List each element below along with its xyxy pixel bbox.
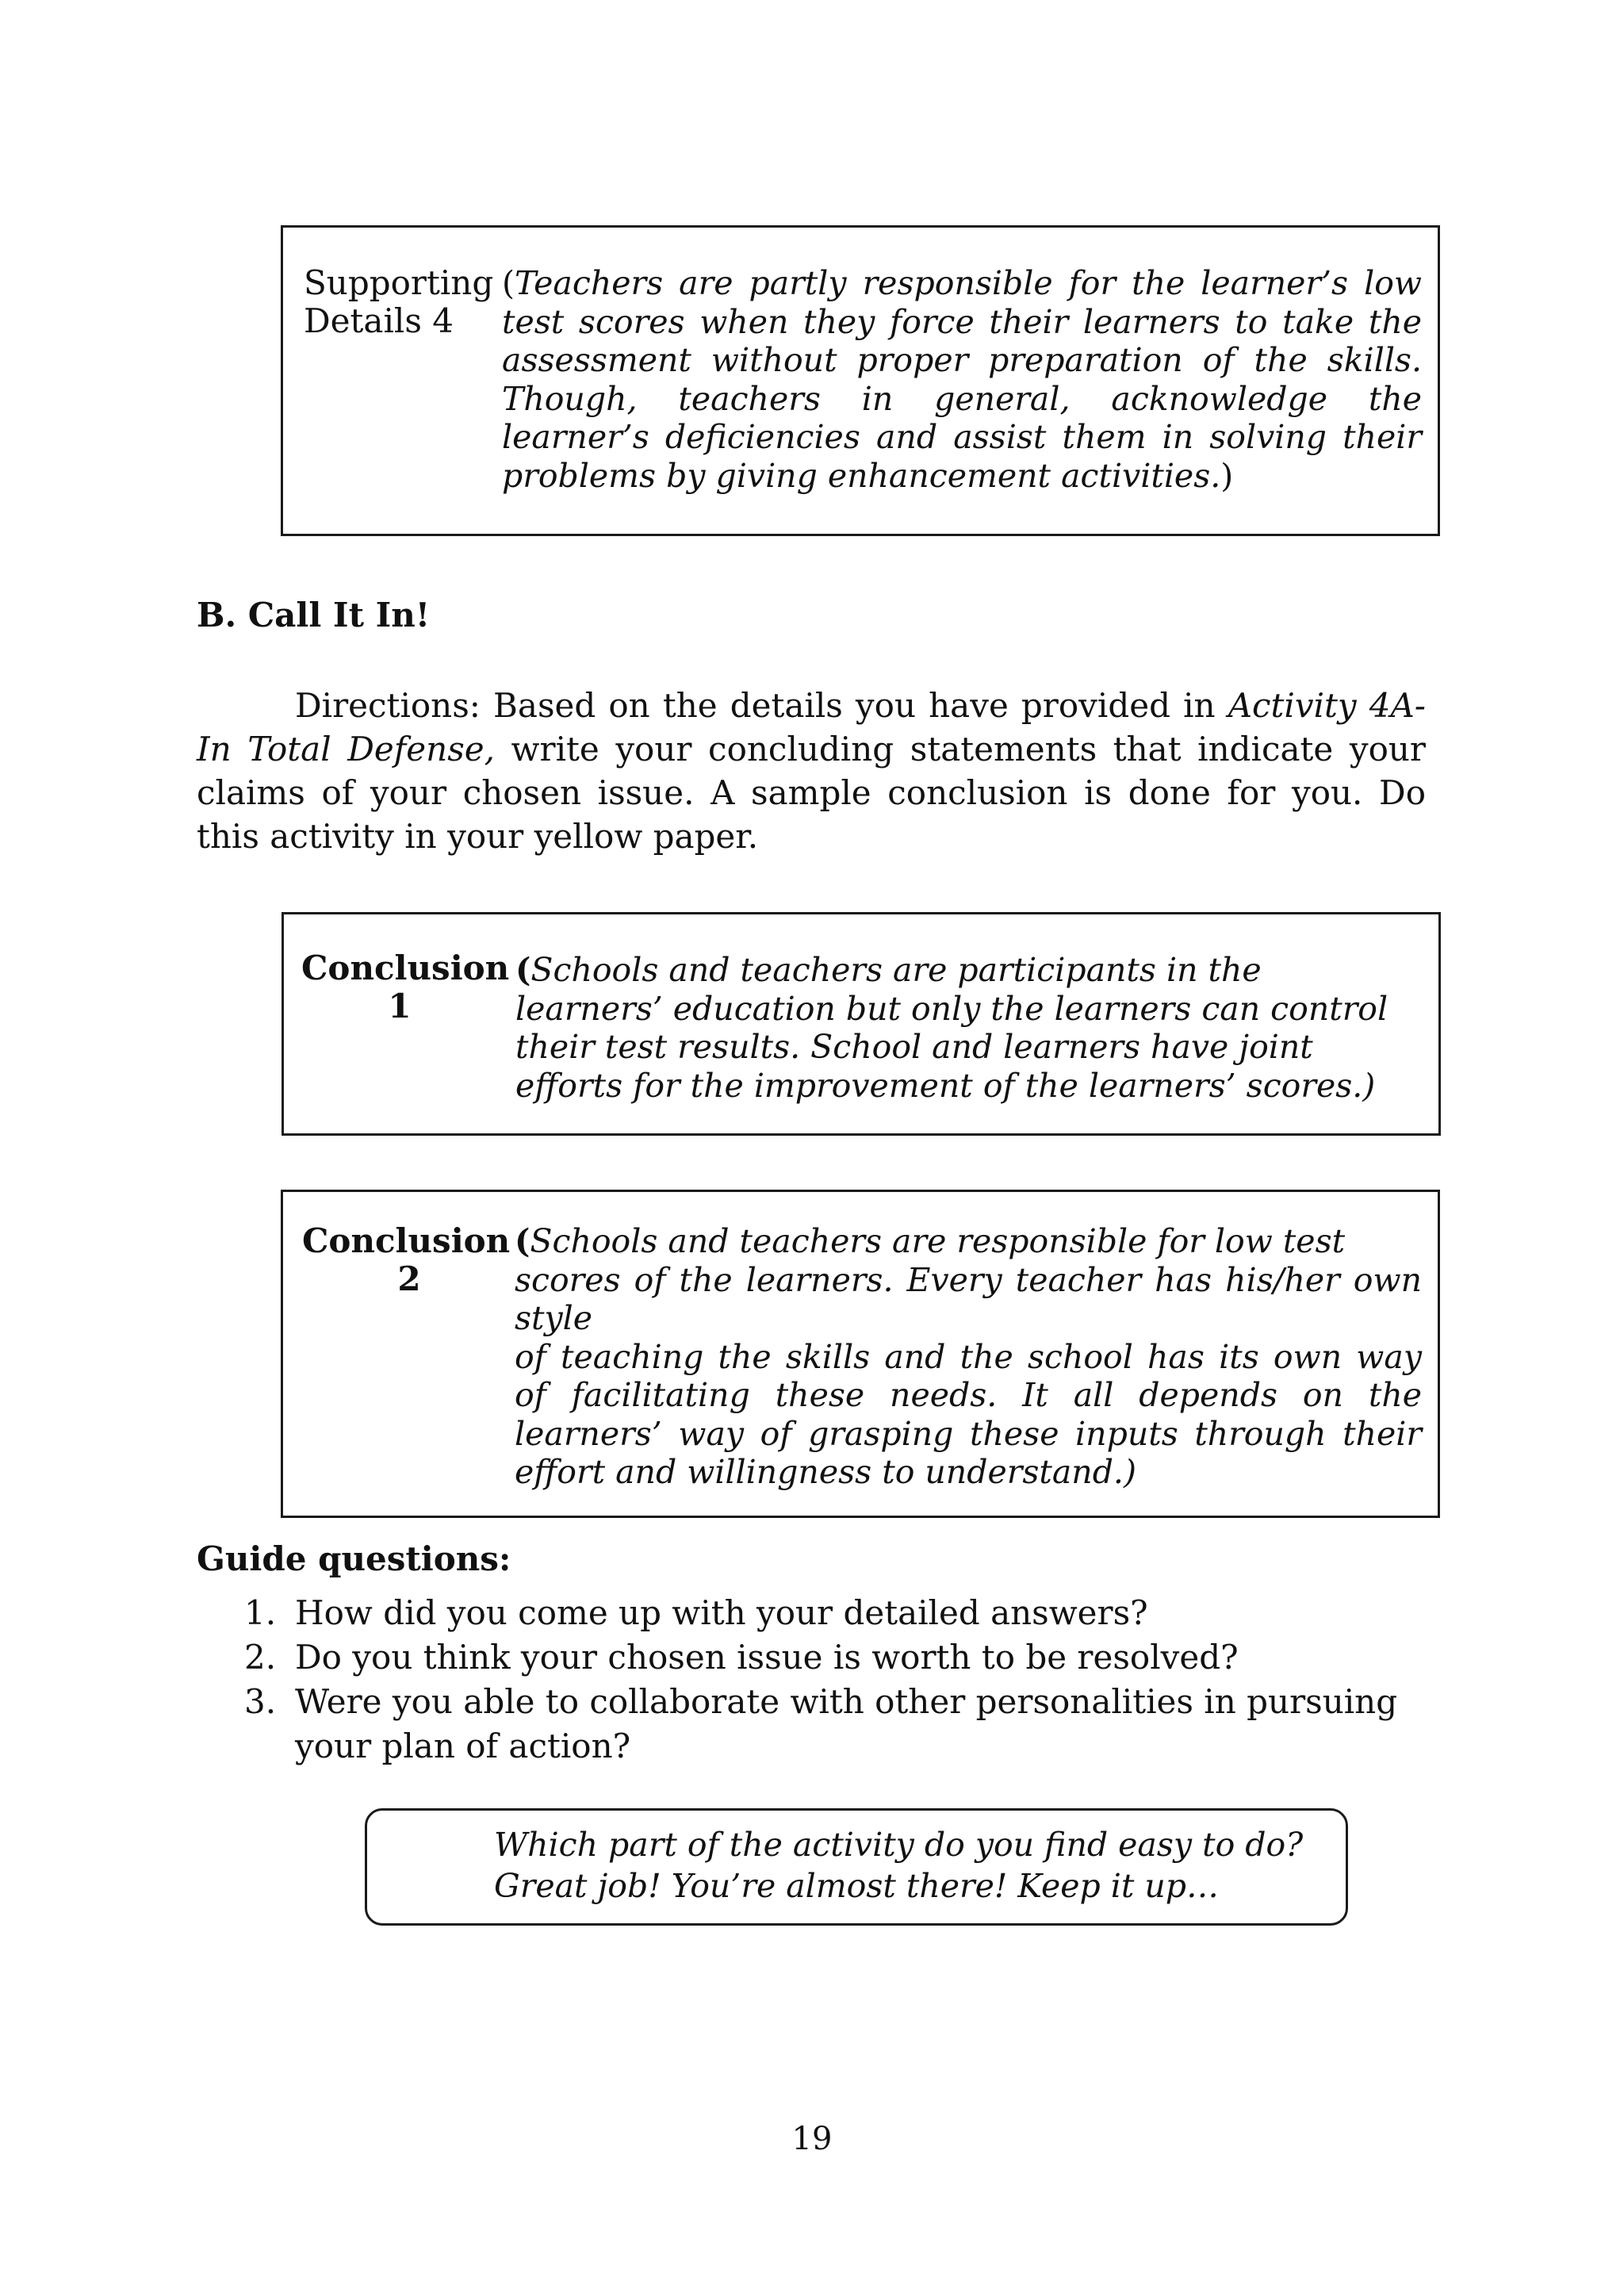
directions-activity: Activity 4A- In Total Defense,	[197, 686, 1427, 769]
conclusion-2-line2: scores of the learners. Every teacher has his/her own style	[515, 1260, 1422, 1337]
conclusion-2-line1	[515, 1222, 1422, 1261]
conclusion-2-number: 2	[397, 1259, 421, 1298]
supporting-italic-text: Teachers are partly responsible for the learner’s low test scores when they force their learners to take the assessment without proper preparation of the skills. Though, teachers in general, acknowledge the learner’s deficiencies and assist them in solving their problems by giving enhancement activities.	[502, 264, 1422, 495]
conclusion-1-number: 1	[388, 987, 412, 1025]
guide-question: 3. Were you able to collaborate with other personalities in pursuing your plan of action?	[244, 1682, 1398, 1765]
supporting-details-text	[502, 264, 1422, 495]
guide-question: 2. Do you think your chosen issue is worth to be resolved?	[244, 1638, 1239, 1677]
guide-questions-heading: Guide questions:	[197, 1539, 511, 1578]
supporting-details-label	[304, 263, 494, 340]
conclusion-2-rest: of teaching the skills and the school has its own way of facilitating these needs. It all depends on the learners’ way of grasping these inputs through their effort and willingness to understand.)	[515, 1337, 1422, 1491]
supporting-details-box	[281, 225, 1440, 536]
note-line-1: Which part of the activity do you find easy to do?	[494, 1826, 1304, 1864]
conclusion-2-line1-text: Schools and teachers are responsible for low test	[530, 1222, 1346, 1260]
conclusion-2-label	[302, 1221, 511, 1298]
conclusion-2-title: Conclusion	[302, 1221, 511, 1260]
supporting-label-line2: Details 4	[304, 301, 454, 340]
guide-question: 1. How did you come up with your detailed answers?	[244, 1593, 1148, 1632]
conclusion-1-title: Conclusion	[301, 949, 510, 987]
conclusion-2-paren: (	[515, 1222, 530, 1260]
conclusion-1-label	[301, 949, 510, 1025]
conclusion-1-body: Schools and teachers are participants in the learners’ education but only the learners can control their test results. School and learners have joint efforts for the improvement of the learners’ scores.)	[515, 951, 1388, 1105]
directions-prefix: Directions: Based on the details you have provided in	[295, 686, 1228, 725]
conclusion-1-text	[515, 951, 1404, 1105]
directions-paragraph	[197, 684, 1426, 858]
guide-questions-list	[197, 1591, 1434, 1769]
close-paren: )	[1220, 456, 1234, 495]
conclusion-1-box	[282, 912, 1441, 1136]
directions-suffix: write your concluding statements that indicate your claims of your chosen issue. A sample conclusion is done for you. Do this activity in your yellow paper.	[197, 730, 1426, 856]
note-line-2: Great job! You’re almost there! Keep it up…	[494, 1867, 1220, 1905]
conclusion-1-paren: (	[515, 951, 531, 989]
section-b-heading: B. Call It In!	[197, 596, 431, 634]
conclusion-2-text	[515, 1222, 1422, 1492]
open-paren: (	[502, 264, 515, 302]
page-number: 19	[791, 2121, 833, 2157]
conclusion-2-box	[281, 1190, 1440, 1518]
encouragement-note	[365, 1808, 1348, 1926]
supporting-label-line1: Supporting	[304, 263, 494, 302]
